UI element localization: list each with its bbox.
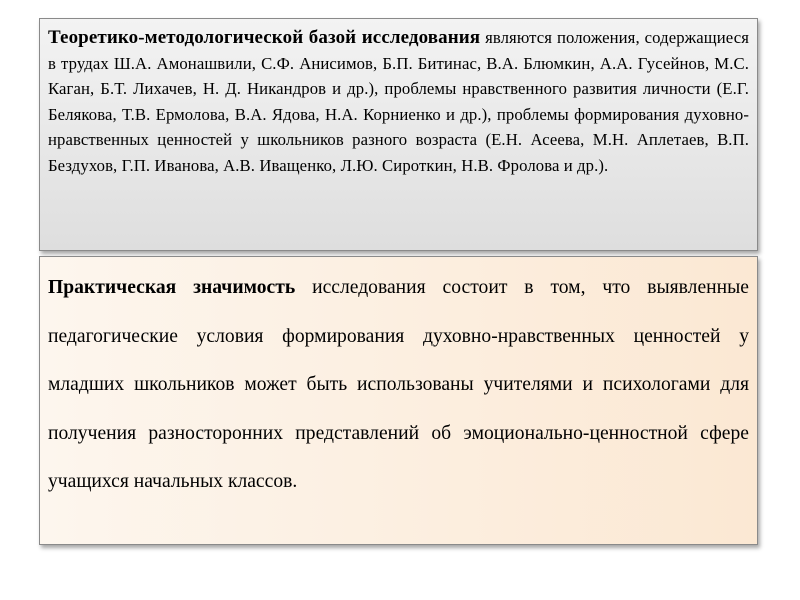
methodology-heading: Теоретико-методологической базой исследования	[48, 27, 481, 48]
methodology-block	[39, 18, 758, 251]
practical-significance-heading: Практическая значимость	[48, 277, 296, 298]
practical-significance-block	[39, 256, 758, 545]
practical-significance-text: исследования состоит в том, что выявленные педагогические условия формирования духовно-нравственных ценностей у младших школьников может быть использованы учителями и психологами для получения разносторонних представлений об эмоционально-ценностной сфере учащихся начальных классов.	[48, 277, 749, 492]
methodology-text: являются положения, содержащиеся в трудах Ш.А. Амонашвили, С.Ф. Анисимов, Б.П. Битинас, В.А. Блюмкин, А.А. Гусейнов, М.С. Каган, Б.Т. Лихачев, Н. Д. Никандров и др.), проблемы нравственного развития личности (Е.Г. Белякова, Т.В. Ермолова, В.А. Ядова, Н.А. Корниенко и др.), проблемы формирования духовно-нравственных ценностей у школьников разного возраста (Е.Н. Асеева, М.Н. Аплетаев, В.П. Бездухов, Г.П. Иванова, А.В. Иващенко, Л.Ю. Сироткин, Н.В. Фролова и др.).	[48, 28, 749, 175]
